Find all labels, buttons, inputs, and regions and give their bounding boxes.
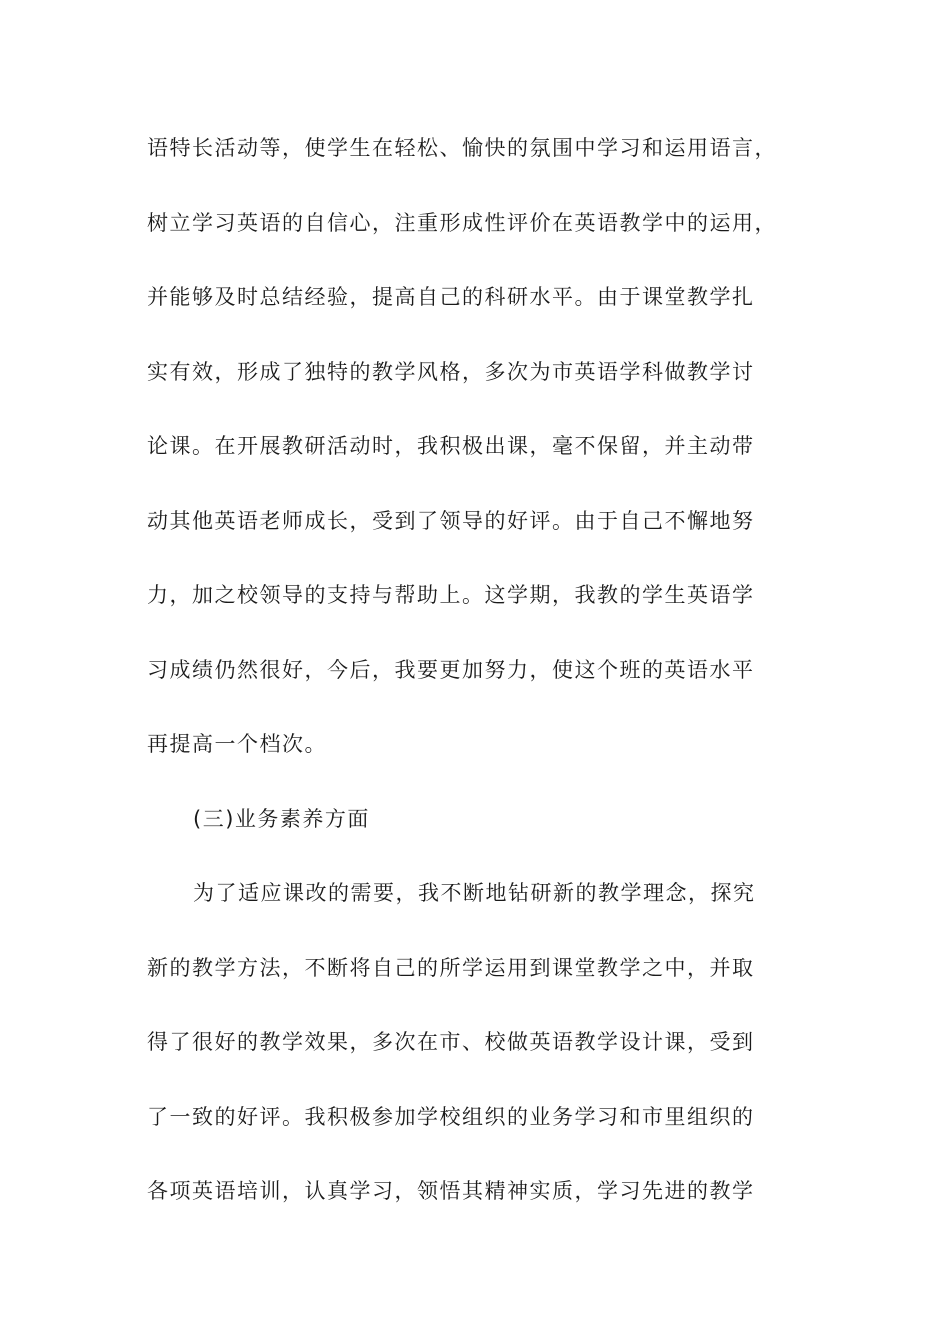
paragraph-line: 实有效，形成了独特的教学风格，多次为市英语学科做教学讨	[147, 359, 755, 384]
paragraph-line: 得了很好的教学效果，多次在市、校做英语教学设计课，受到	[147, 1030, 755, 1054]
paragraph-line: 树立学习英语的自信心，注重形成性评价在英语教学中的运用，	[147, 210, 777, 235]
paragraph-line: 了一致的好评。我积极参加学校组织的业务学习和市里组织的	[147, 1104, 755, 1129]
paragraph-line: 动其他英语老师成长，受到了领导的好评。由于自己不懈地努	[147, 508, 755, 533]
body-text	[147, 128, 807, 1246]
paragraph-line: 各项英语培训，认真学习，领悟其精神实质，学习先进的教学	[147, 1179, 755, 1203]
paragraph-line: 为了适应课改的需要，我不断地钻研新的教学理念，探究	[193, 881, 756, 905]
section-heading: (三)业务素养方面	[193, 806, 370, 831]
paragraph-line: 语特长活动等，使学生在轻松、愉快的氛围中学习和运用语言，	[147, 136, 777, 160]
paragraph-line: 习成绩仍然很好，今后，我要更加努力，使这个班的英语水平	[147, 657, 755, 682]
paragraph-line: 再提高一个档次。	[147, 732, 327, 756]
paragraph-line: 力，加之校领导的支持与帮助上。这学期，我教的学生英语学	[147, 583, 755, 607]
paragraph-line: 论课。在开展教研活动时，我积极出课，毫不保留，并主动带	[147, 434, 755, 458]
paragraph-line: 并能够及时总结经验，提高自己的科研水平。由于课堂教学扎	[147, 285, 755, 309]
paragraph-line: 新的教学方法，不断将自己的所学运用到课堂教学之中，并取	[147, 955, 755, 980]
